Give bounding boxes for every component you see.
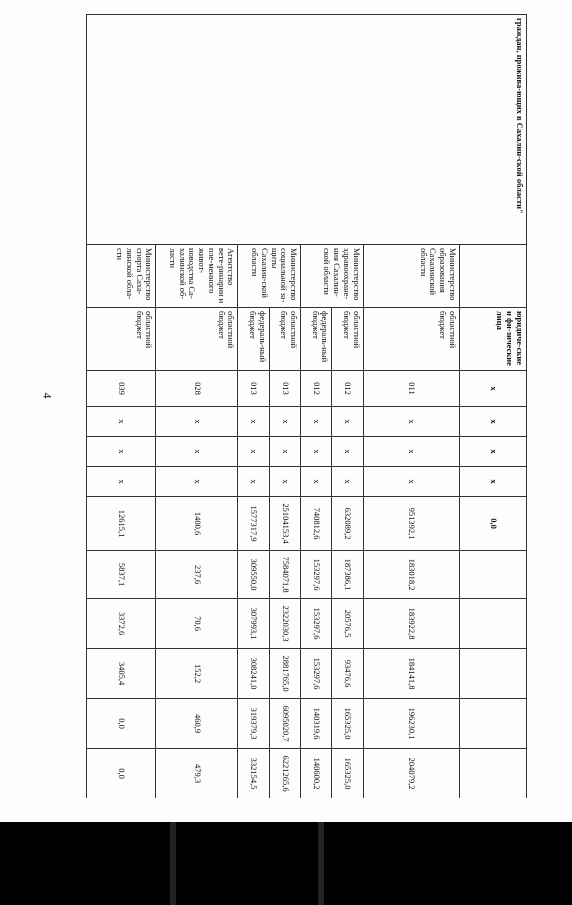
year5-cell: 165325,0 xyxy=(332,749,363,799)
page-number: 4 xyxy=(40,392,55,399)
year3-cell xyxy=(459,649,526,699)
col2-cell: x xyxy=(238,437,269,467)
budget-cell: федераль-ный бюджет xyxy=(301,308,332,371)
year5-cell: 204079,2 xyxy=(363,749,459,799)
budget-cell: областной бюджет xyxy=(332,308,363,371)
year1-cell: 309550,0 xyxy=(238,551,269,599)
col2-cell: x xyxy=(363,437,459,467)
year1-cell: 7584071,8 xyxy=(269,551,300,599)
year5-cell: 332154,5 xyxy=(238,749,269,799)
budget-cell: областной бюджет xyxy=(87,308,156,371)
col1-cell: x xyxy=(363,407,459,437)
year3-cell: 184141,8 xyxy=(363,649,459,699)
year5-cell: 0,0 xyxy=(87,749,156,799)
year1-cell: 5837,1 xyxy=(87,551,156,599)
year2-cell: 20576,5 xyxy=(332,599,363,649)
col3-cell: x xyxy=(363,467,459,497)
year0-cell: 12615,1 xyxy=(87,497,156,551)
year4-cell xyxy=(459,699,526,749)
year2-cell: 183922,8 xyxy=(363,599,459,649)
year4-cell: 140319,6 xyxy=(301,699,332,749)
year1-cell: 183018,2 xyxy=(363,551,459,599)
col2-cell: x xyxy=(301,437,332,467)
executor-cell: Министерство спорта Саха-линской обла-сти xyxy=(87,245,156,308)
year2-cell: 2322030,3 xyxy=(269,599,300,649)
year1-cell xyxy=(459,551,526,599)
code-cell: 039 xyxy=(87,371,156,407)
year0-cell: 1577317,9 xyxy=(238,497,269,551)
year0-cell: 25104153,4 xyxy=(269,497,300,551)
code-cell: 012 xyxy=(332,371,363,407)
code-cell: 013 xyxy=(269,371,300,407)
year4-cell: 165325,0 xyxy=(332,699,363,749)
scan-dark-border xyxy=(0,822,572,905)
year0-cell: 0,0 xyxy=(459,497,526,551)
year4-cell: 6095020,7 xyxy=(269,699,300,749)
budget-table xyxy=(86,14,527,798)
year1-cell: 153297,6 xyxy=(301,551,332,599)
col1-cell: x xyxy=(301,407,332,437)
year3-cell: 308241,0 xyxy=(238,649,269,699)
year4-cell: 196230,1 xyxy=(363,699,459,749)
scan-divider xyxy=(318,822,324,905)
year2-cell: 3372,6 xyxy=(87,599,156,649)
section-title: граждан, прожива-ющих в Сахалин-ской области" xyxy=(515,18,525,214)
col3-cell: x xyxy=(332,467,363,497)
year0-cell: 1400,6 xyxy=(156,497,238,551)
code-cell: 028 xyxy=(156,371,238,407)
year4-cell: 460,9 xyxy=(156,699,238,749)
executor-cell: Министерство здравоохране-ния Сахалин-ской области xyxy=(301,245,364,308)
scan-divider xyxy=(170,822,176,905)
col3-cell: x xyxy=(156,467,238,497)
year0-cell: 632089,2 xyxy=(332,497,363,551)
year5-cell xyxy=(459,749,526,799)
executor-cell: Министерство образования Сахалинской области xyxy=(363,245,459,308)
year3-cell: 3405,4 xyxy=(87,649,156,699)
year2-cell: 70,6 xyxy=(156,599,238,649)
col2-cell: x xyxy=(156,437,238,467)
budget-cell: областной бюджет xyxy=(269,308,300,371)
col2-cell: x xyxy=(332,437,363,467)
year3-cell: 93476,6 xyxy=(332,649,363,699)
year5-cell: 140600,2 xyxy=(301,749,332,799)
code-cell: 013 xyxy=(238,371,269,407)
col1-cell: x xyxy=(269,407,300,437)
code-cell: x xyxy=(459,371,526,407)
col1-cell: x xyxy=(156,407,238,437)
year0-cell: 951392,1 xyxy=(363,497,459,551)
year5-cell: 6221265,6 xyxy=(269,749,300,799)
payer-cell: юридиче-ские и фи-зические лица xyxy=(459,308,526,371)
code-cell: 011 xyxy=(363,371,459,407)
col2-cell: x xyxy=(87,437,156,467)
year3-cell: 2881765,0 xyxy=(269,649,300,699)
col1-cell: x xyxy=(87,407,156,437)
section-title-cell xyxy=(87,15,527,245)
budget-cell: федераль-ный бюджет xyxy=(238,308,269,371)
year4-cell: 0,0 xyxy=(87,699,156,749)
col2-cell: x xyxy=(269,437,300,467)
col1-cell: x xyxy=(459,407,526,437)
col3-cell: x xyxy=(87,467,156,497)
col3-cell: x xyxy=(459,467,526,497)
year2-cell: 307993,1 xyxy=(238,599,269,649)
code-cell: 012 xyxy=(301,371,332,407)
year3-cell: 152,2 xyxy=(156,649,238,699)
col3-cell: x xyxy=(301,467,332,497)
year2-cell: 153297,6 xyxy=(301,599,332,649)
col1-cell: x xyxy=(238,407,269,437)
year3-cell: 153297,6 xyxy=(301,649,332,699)
budget-cell: областной бюджет xyxy=(156,308,238,371)
executor-cell xyxy=(459,245,526,308)
year0-cell: 740812,6 xyxy=(301,497,332,551)
year1-cell: 187386,1 xyxy=(332,551,363,599)
col2-cell: x xyxy=(459,437,526,467)
col1-cell: x xyxy=(332,407,363,437)
year5-cell: 479,3 xyxy=(156,749,238,799)
year4-cell: 319379,3 xyxy=(238,699,269,749)
executor-cell: Агентство вете-ринарии и пле-менного живот-новодства Са-халинской об-ласти xyxy=(156,245,238,308)
col3-cell: x xyxy=(269,467,300,497)
table-row xyxy=(459,15,526,799)
year2-cell xyxy=(459,599,526,649)
rotated-table-frame xyxy=(86,14,527,798)
budget-cell: областной бюджет xyxy=(363,308,459,371)
col3-cell: x xyxy=(238,467,269,497)
year1-cell: 237,6 xyxy=(156,551,238,599)
executor-cell: Министерство социальной за-щиты Сахалин-ской области xyxy=(238,245,301,308)
rotated-table-content xyxy=(86,14,527,798)
